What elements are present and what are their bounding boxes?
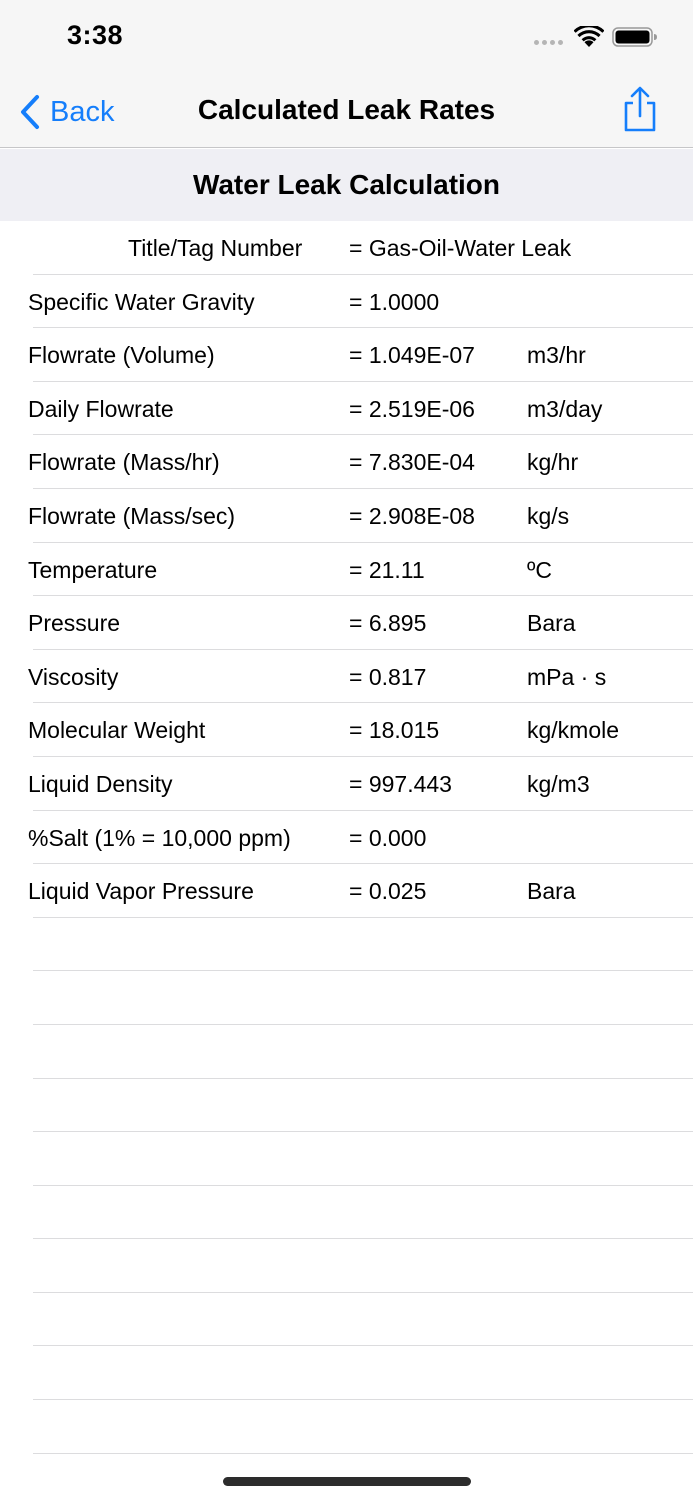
row-unit: m3/day — [527, 395, 603, 422]
row-unit: m3/hr — [527, 342, 586, 369]
row-value: = 0.025 — [349, 878, 427, 905]
row-unit: ºC — [527, 556, 553, 583]
battery-icon — [612, 26, 658, 48]
table-row[interactable] — [0, 435, 693, 489]
row-label: Viscosity — [28, 663, 119, 690]
table-row[interactable] — [0, 811, 693, 865]
row-label: Flowrate (Volume) — [28, 342, 215, 369]
back-label: Back — [50, 95, 115, 128]
row-value: = 7.830E-04 — [349, 449, 475, 476]
row-value: = 2.519E-06 — [349, 395, 475, 422]
row-label: Liquid Vapor Pressure — [28, 878, 254, 905]
row-label: Flowrate (Mass/sec) — [28, 502, 236, 529]
row-label: Title/Tag Number — [128, 235, 303, 261]
row-value: = 997.443 — [349, 770, 452, 797]
table-row[interactable] — [0, 757, 693, 811]
row-value: = 1.0000 — [349, 288, 440, 315]
row-unit: mPa · s — [527, 663, 607, 690]
row-label: Flowrate (Mass/hr) — [28, 449, 220, 476]
row-value: = 6.895 — [349, 610, 427, 637]
row-unit: Bara — [527, 878, 576, 905]
table-row[interactable] — [0, 221, 693, 275]
row-label: Liquid Density — [28, 770, 173, 797]
status-bar — [0, 0, 693, 74]
row-value: = 21.11 — [349, 556, 425, 583]
empty-row — [0, 971, 693, 1025]
row-value: = 2.908E-08 — [349, 502, 475, 529]
empty-row — [0, 1293, 693, 1347]
empty-row — [0, 1132, 693, 1186]
row-label: Molecular Weight — [28, 717, 206, 744]
row-label: Temperature — [28, 556, 158, 583]
row-unit: kg/hr — [527, 449, 579, 476]
row-unit: kg/m3 — [527, 770, 590, 797]
results-table — [0, 221, 693, 1454]
empty-row — [0, 1400, 693, 1454]
table-row[interactable] — [0, 650, 693, 704]
home-indicator[interactable] — [223, 1477, 471, 1486]
row-label: %Salt (1% = 10,000 ppm) — [28, 824, 291, 851]
empty-row — [0, 1025, 693, 1079]
empty-row — [0, 1346, 693, 1400]
page-title: Calculated Leak Rates — [197, 94, 496, 125]
row-label: Daily Flowrate — [28, 395, 174, 422]
share-icon[interactable] — [620, 86, 660, 132]
row-value: = 18.015 — [349, 717, 440, 744]
table-row[interactable] — [0, 382, 693, 436]
empty-row — [0, 1079, 693, 1133]
status-time: 3:38 — [67, 20, 124, 50]
table-row[interactable] — [0, 864, 693, 918]
table-row[interactable] — [0, 703, 693, 757]
table-row[interactable] — [0, 489, 693, 543]
row-value: = 1.049E-07 — [349, 342, 475, 369]
row-unit: kg/s — [527, 502, 570, 529]
table-row[interactable] — [0, 543, 693, 597]
empty-row — [0, 1239, 693, 1293]
row-value: = 0.000 — [349, 824, 427, 851]
row-label: Pressure — [28, 610, 121, 637]
table-row[interactable] — [0, 596, 693, 650]
row-label: Specific Water Gravity — [28, 288, 255, 315]
cellular-signal-icon — [534, 40, 563, 45]
row-unit: Bara — [527, 610, 576, 637]
table-row[interactable] — [0, 275, 693, 329]
row-value: = 0.817 — [349, 663, 427, 690]
table-row[interactable] — [0, 328, 693, 382]
empty-row — [0, 1186, 693, 1240]
navigation-bar — [0, 74, 693, 148]
wifi-icon — [574, 26, 604, 48]
row-value: = Gas-Oil-Water Leak — [349, 235, 572, 261]
empty-row — [0, 918, 693, 972]
section-header: Water Leak Calculation — [0, 149, 693, 221]
row-unit: kg/kmole — [527, 717, 620, 744]
